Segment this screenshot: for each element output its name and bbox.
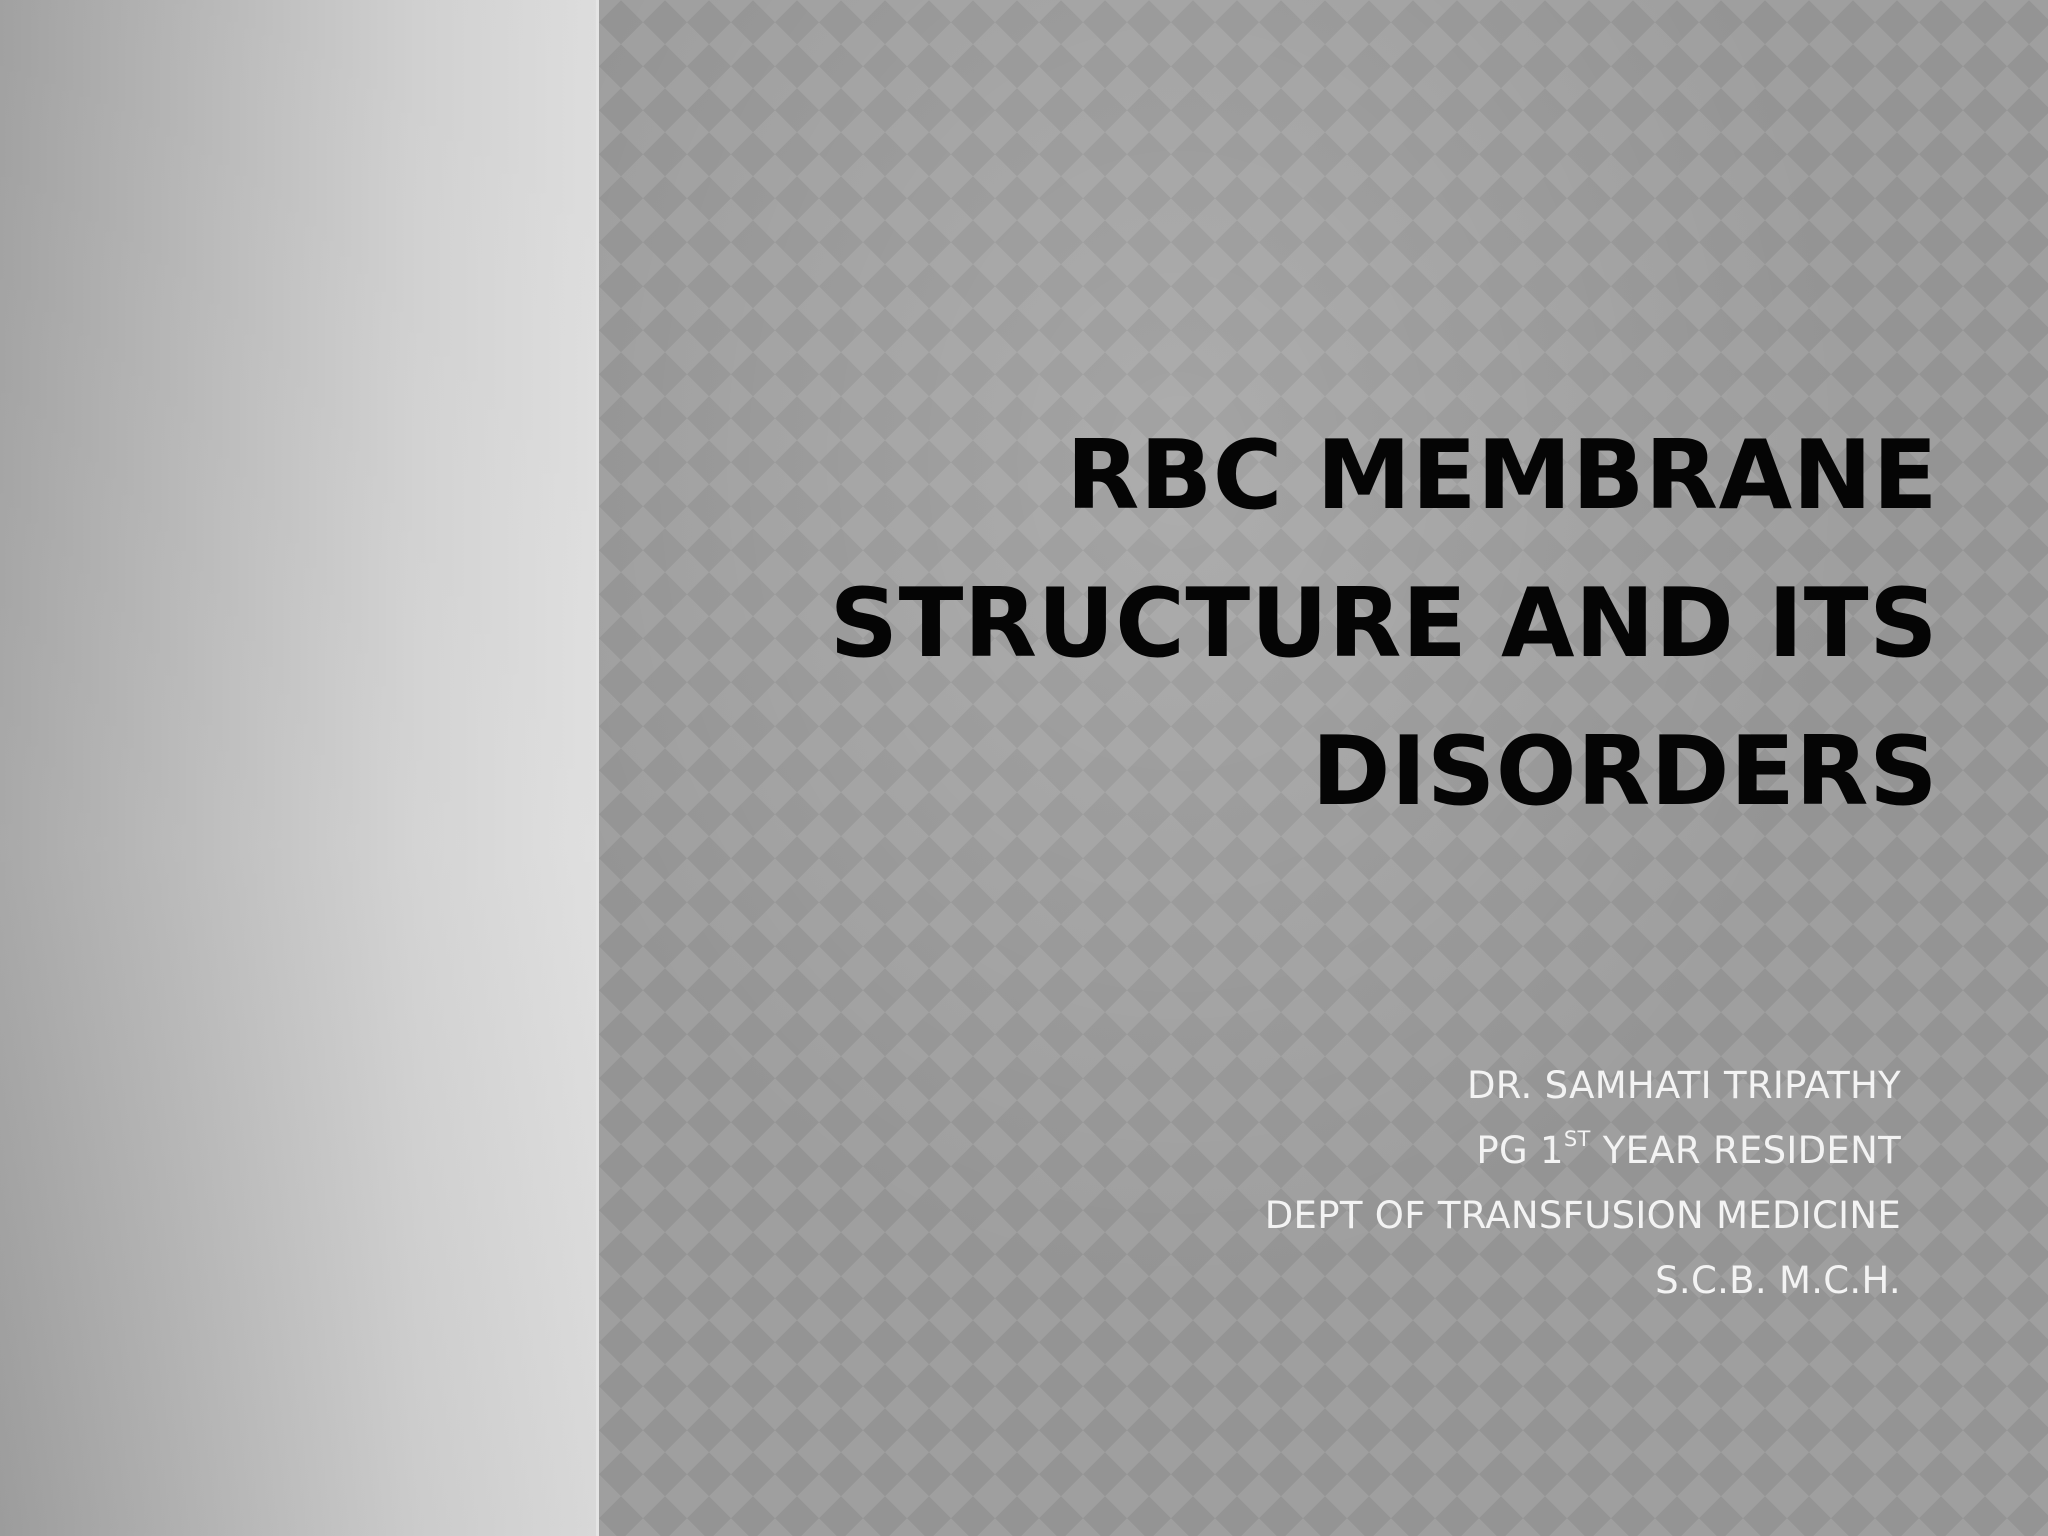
presenter-role-suffix: YEAR RESIDENT xyxy=(1590,1129,1901,1172)
title-line-2: STRUCTURE AND ITS xyxy=(829,569,1938,679)
presenter-role xyxy=(1101,1118,1901,1183)
left-gradient-panel xyxy=(0,0,596,1536)
title-line-1: RBC MEMBRANE xyxy=(1066,421,1938,531)
presenter-institution: S.C.B. M.C.H. xyxy=(1655,1259,1901,1302)
presenter-department: DEPT OF TRANSFUSION MEDICINE xyxy=(1264,1194,1901,1237)
slide-title xyxy=(738,402,1938,846)
presenter-role-superscript: ST xyxy=(1563,1127,1591,1151)
presenter-details xyxy=(1101,1053,1901,1313)
presenter-name: DR. SAMHATI TRIPATHY xyxy=(1467,1064,1901,1107)
presenter-role-prefix: PG 1 xyxy=(1476,1129,1564,1172)
title-line-3: DISORDERS xyxy=(1311,717,1938,827)
